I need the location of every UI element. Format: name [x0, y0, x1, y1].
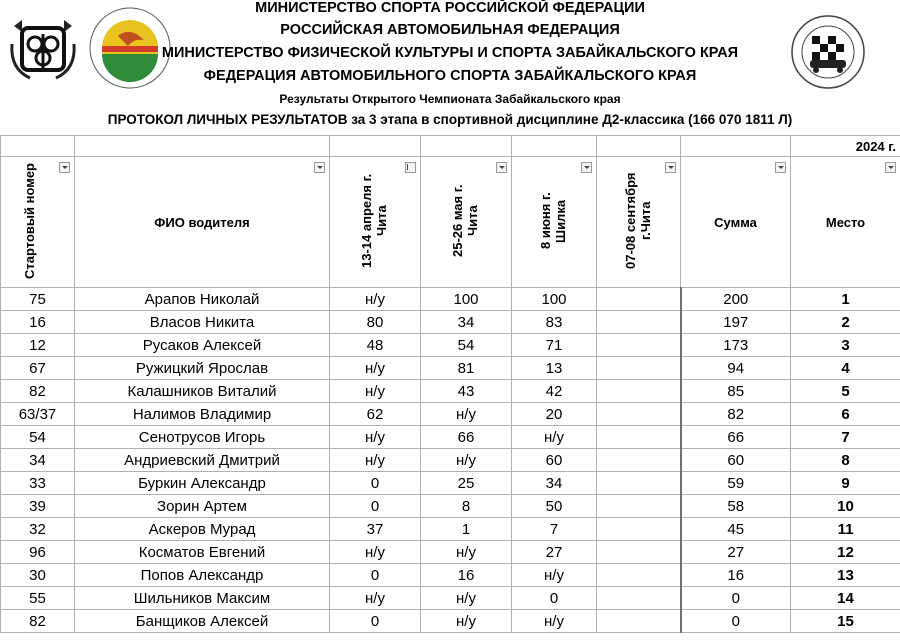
table-row: [1, 610, 900, 633]
driver-name-cell: Арапов Николай: [75, 288, 330, 311]
stage-3-cell: 83: [512, 311, 597, 334]
stage-4-cell: [597, 472, 681, 495]
col-stage-3: 8 июня г. Шилка: [512, 157, 597, 288]
sum-cell: 45: [681, 518, 791, 541]
stage-2-cell: 34: [421, 311, 512, 334]
table-row: [1, 288, 900, 311]
stage-2-cell: 25: [421, 472, 512, 495]
stage-4-cell: [597, 334, 681, 357]
start-number-cell: 82: [1, 610, 75, 633]
place-cell: 3: [791, 334, 900, 357]
col-driver-name: ФИО водителя: [75, 157, 330, 288]
stage-2-cell: н/у: [421, 587, 512, 610]
start-number-cell: 32: [1, 518, 75, 541]
table-row: [1, 403, 900, 426]
start-number-cell: 54: [1, 426, 75, 449]
col-stage-1: 13-14 апреля г. Чита: [330, 157, 421, 288]
driver-name-cell: Налимов Владимир: [75, 403, 330, 426]
stage-4-cell: [597, 449, 681, 472]
filter-dropdown-icon[interactable]: [496, 162, 507, 173]
driver-name-cell: Зорин Артем: [75, 495, 330, 518]
col-stage-4: 07-08 сентября г.Чита: [597, 157, 681, 288]
header-federation: ФЕДЕРАЦИЯ АВТОМОБИЛЬНОГО СПОРТА ЗАБАЙКАЛЬСКОГО КРАЯ: [203, 68, 697, 84]
stage-1-cell: 0: [330, 610, 421, 633]
stage-4-cell: [597, 495, 681, 518]
stage-4-cell: [597, 357, 681, 380]
federation-logo: [790, 14, 866, 90]
place-cell: 8: [791, 449, 900, 472]
stage-1-cell: н/у: [330, 426, 421, 449]
stage-1-cell: н/у: [330, 541, 421, 564]
stage-3-cell: 7: [512, 518, 597, 541]
stage-2-cell: 100: [421, 288, 512, 311]
stage-3-cell: 20: [512, 403, 597, 426]
stage-3-cell: 34: [512, 472, 597, 495]
col-sum: Сумма: [681, 157, 791, 288]
stage-2-cell: 54: [421, 334, 512, 357]
stage-2-cell: н/у: [421, 610, 512, 633]
place-cell: 7: [791, 426, 900, 449]
stage-1-cell: н/у: [330, 357, 421, 380]
start-number-cell: 33: [1, 472, 75, 495]
stage-3-cell: 50: [512, 495, 597, 518]
sum-cell: 85: [681, 380, 791, 403]
stage-1-cell: н/у: [330, 380, 421, 403]
sum-cell: 200: [681, 288, 791, 311]
stage-4-cell: [597, 541, 681, 564]
start-number-cell: 55: [1, 587, 75, 610]
start-number-cell: 16: [1, 311, 75, 334]
stage-4-cell: [597, 564, 681, 587]
stage-4-cell: [597, 587, 681, 610]
driver-name-cell: Попов Александр: [75, 564, 330, 587]
header-ministry-region: МИНИСТЕРСТВО ФИЗИЧЕСКОЙ КУЛЬТУРЫ И СПОРТА ЗАБАЙКАЛЬСКОГО КРАЯ: [161, 45, 739, 61]
sum-cell: 0: [681, 587, 791, 610]
stage-4-cell: [597, 380, 681, 403]
stage-3-cell: 100: [512, 288, 597, 311]
start-number-cell: 75: [1, 288, 75, 311]
stage-1-cell: 48: [330, 334, 421, 357]
place-cell: 6: [791, 403, 900, 426]
stage-3-cell: 42: [512, 380, 597, 403]
place-cell: 11: [791, 518, 900, 541]
table-row: [1, 518, 900, 541]
stage-2-cell: 81: [421, 357, 512, 380]
driver-name-cell: Шильников Максим: [75, 587, 330, 610]
start-number-cell: 96: [1, 541, 75, 564]
stage-1-cell: 0: [330, 564, 421, 587]
start-number-cell: 63/37: [1, 403, 75, 426]
table-row: [1, 426, 900, 449]
stage-3-cell: 13: [512, 357, 597, 380]
stage-4-cell: [597, 288, 681, 311]
driver-name-cell: Власов Никита: [75, 311, 330, 334]
driver-name-cell: Буркин Александр: [75, 472, 330, 495]
results-body: [1, 288, 900, 633]
table-row: [1, 311, 900, 334]
sum-cell: 173: [681, 334, 791, 357]
stage-2-cell: 66: [421, 426, 512, 449]
stage-3-cell: 0: [512, 587, 597, 610]
place-cell: 14: [791, 587, 900, 610]
place-cell: 10: [791, 495, 900, 518]
table-row: [1, 495, 900, 518]
driver-name-cell: Андриевский Дмитрий: [75, 449, 330, 472]
year-row: [1, 136, 900, 157]
place-cell: 15: [791, 610, 900, 633]
stage-4-cell: [597, 426, 681, 449]
driver-name-cell: Ружицкий Ярослав: [75, 357, 330, 380]
sum-cell: 58: [681, 495, 791, 518]
place-cell: 5: [791, 380, 900, 403]
place-cell: 12: [791, 541, 900, 564]
sum-cell: 59: [681, 472, 791, 495]
stage-1-cell: н/у: [330, 449, 421, 472]
sum-cell: 0: [681, 610, 791, 633]
sum-cell: 82: [681, 403, 791, 426]
sum-cell: 16: [681, 564, 791, 587]
start-number-cell: 12: [1, 334, 75, 357]
driver-name-cell: Калашников Виталий: [75, 380, 330, 403]
table-row: [1, 541, 900, 564]
stage-2-cell: н/у: [421, 449, 512, 472]
stage-3-cell: 71: [512, 334, 597, 357]
place-cell: 2: [791, 311, 900, 334]
start-number-cell: 30: [1, 564, 75, 587]
header-raf: РОССИЙСКАЯ АВТОМОБИЛЬНАЯ ФЕДЕРАЦИЯ: [280, 22, 620, 38]
sum-cell: 60: [681, 449, 791, 472]
stage-3-cell: 27: [512, 541, 597, 564]
table-row: [1, 564, 900, 587]
stage-4-cell: [597, 403, 681, 426]
stage-1-cell: 80: [330, 311, 421, 334]
filter-dropdown-icon[interactable]: [775, 162, 786, 173]
col-place: Место: [791, 157, 900, 288]
stage-1-cell: 62: [330, 403, 421, 426]
start-number-cell: 39: [1, 495, 75, 518]
table-row: [1, 449, 900, 472]
header-protocol: ПРОТОКОЛ ЛИЧНЫХ РЕЗУЛЬТАТОВ за 3 этапа в спортивной дисциплине Д2-классика (166 070 1811 Л): [107, 112, 793, 127]
stage-4-cell: [597, 311, 681, 334]
table-row: [1, 357, 900, 380]
stage-1-cell: 37: [330, 518, 421, 541]
year-label: 2024 г.: [791, 136, 900, 157]
driver-name-cell: Сенотрусов Игорь: [75, 426, 330, 449]
filter-dropdown-icon[interactable]: [59, 162, 70, 173]
stage-3-cell: н/у: [512, 426, 597, 449]
stage-2-cell: 43: [421, 380, 512, 403]
stage-2-cell: н/у: [421, 403, 512, 426]
stage-4-cell: [597, 610, 681, 633]
table-row: [1, 472, 900, 495]
sort-filter-icon[interactable]: [405, 162, 416, 173]
table-row: [1, 334, 900, 357]
place-cell: 1: [791, 288, 900, 311]
filter-dropdown-icon[interactable]: [581, 162, 592, 173]
stage-2-cell: 8: [421, 495, 512, 518]
stage-3-cell: н/у: [512, 564, 597, 587]
place-cell: 4: [791, 357, 900, 380]
col-start-number: Стартовый номер: [1, 157, 75, 288]
driver-name-cell: Аскеров Мурад: [75, 518, 330, 541]
start-number-cell: 67: [1, 357, 75, 380]
header-row: [1, 157, 900, 288]
place-cell: 9: [791, 472, 900, 495]
col-stage-2: 25-26 мая г. Чита: [421, 157, 512, 288]
document-header: [0, 0, 900, 135]
stage-2-cell: н/у: [421, 541, 512, 564]
header-results: Результаты Открытого Чемпионата Забайкальского края: [279, 92, 621, 106]
stage-3-cell: н/у: [512, 610, 597, 633]
raf-logo: [8, 14, 78, 84]
header-ministry-sport: МИНИСТЕРСТВО СПОРТА РОССИЙСКОЙ ФЕДЕРАЦИИ: [255, 0, 645, 16]
filter-dropdown-icon[interactable]: [885, 162, 896, 173]
results-table: [0, 135, 900, 633]
stage-1-cell: н/у: [330, 587, 421, 610]
stage-1-cell: 0: [330, 472, 421, 495]
driver-name-cell: Русаков Алексей: [75, 334, 330, 357]
driver-name-cell: Банщиков Алексей: [75, 610, 330, 633]
table-row: [1, 380, 900, 403]
stage-3-cell: 60: [512, 449, 597, 472]
sum-cell: 197: [681, 311, 791, 334]
stage-4-cell: [597, 518, 681, 541]
stage-2-cell: 16: [421, 564, 512, 587]
stage-1-cell: н/у: [330, 288, 421, 311]
place-cell: 13: [791, 564, 900, 587]
sum-cell: 27: [681, 541, 791, 564]
table-row: [1, 587, 900, 610]
driver-name-cell: Косматов Евгений: [75, 541, 330, 564]
stage-2-cell: 1: [421, 518, 512, 541]
start-number-cell: 82: [1, 380, 75, 403]
stage-1-cell: 0: [330, 495, 421, 518]
filter-dropdown-icon[interactable]: [314, 162, 325, 173]
sum-cell: 66: [681, 426, 791, 449]
filter-dropdown-icon[interactable]: [665, 162, 676, 173]
start-number-cell: 34: [1, 449, 75, 472]
sum-cell: 94: [681, 357, 791, 380]
